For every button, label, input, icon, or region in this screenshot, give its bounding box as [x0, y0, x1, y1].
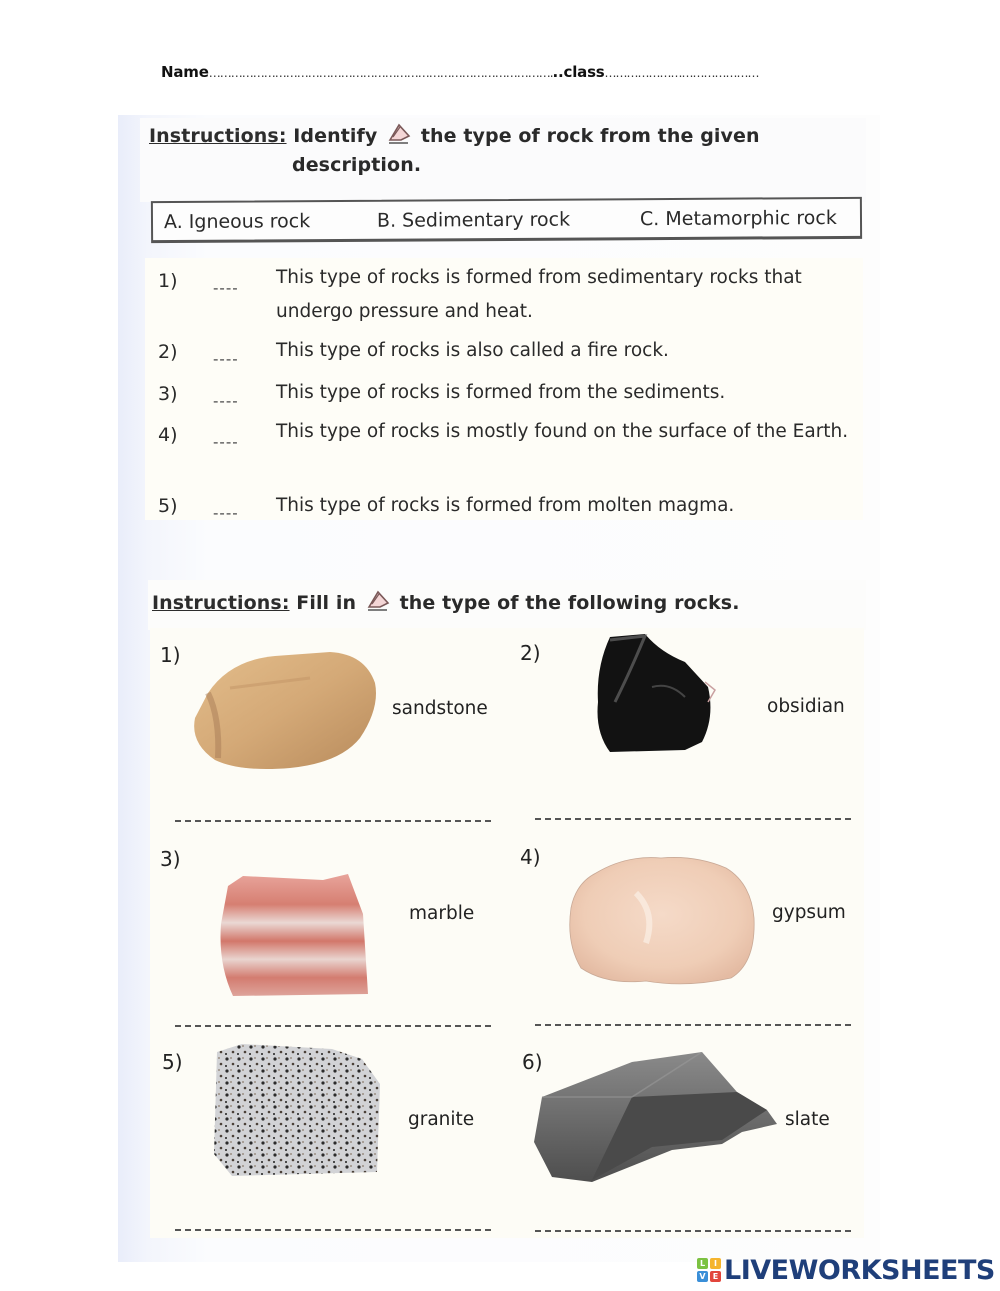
marble-image: [213, 874, 375, 999]
rock-number: 4): [520, 845, 541, 869]
answer-blank[interactable]: ----: [213, 392, 239, 410]
answer-field-3[interactable]: [175, 1025, 491, 1027]
brand-name: LIVEWORKSHEETS: [724, 1254, 995, 1286]
choice-b: B. Sedimentary rock: [376, 208, 571, 232]
slate-image: [532, 1052, 782, 1187]
instructions-label: Instructions:: [152, 592, 290, 614]
answer-blank[interactable]: ----: [213, 350, 239, 368]
answer-field-2[interactable]: [535, 818, 851, 820]
pencil-icon: [363, 589, 393, 613]
pencil-icon: [384, 122, 414, 146]
class-field[interactable]: ……………………………………: [604, 66, 759, 80]
instructions-text: the type of rock from the given: [420, 125, 760, 147]
choice-c: C. Metamorphic rock: [639, 206, 837, 231]
question-text: This type of rocks is formed from sedimentary rocks that undergo pressure and heat.: [276, 267, 802, 322]
answer-field-6[interactable]: [535, 1230, 851, 1232]
instructions-text-cont: description.: [292, 154, 422, 176]
instructions-text: Fill in: [296, 592, 357, 614]
rock-label: gypsum: [772, 902, 846, 923]
rock-number: 6): [522, 1050, 543, 1074]
rock-number: 1): [160, 643, 181, 667]
question-text: This type of rocks is mostly found on the surface of the Earth.: [276, 421, 849, 442]
question-number: 4): [158, 424, 178, 446]
obsidian-image: [590, 632, 720, 757]
instructions-text: Identify: [293, 125, 378, 147]
question-number: 5): [158, 495, 178, 517]
name-field[interactable]: ………………………………………………………………………………….: [208, 66, 553, 80]
answer-blank[interactable]: ----: [213, 279, 239, 297]
question-number: 1): [158, 270, 178, 292]
liveworksheets-brand: [697, 1255, 995, 1285]
section1-instructions: [149, 122, 760, 147]
question-number: 2): [158, 341, 178, 363]
name-label: Name: [161, 63, 209, 81]
answer-blank[interactable]: ----: [213, 504, 239, 522]
granite-image: [212, 1044, 384, 1179]
rock-label: marble: [409, 903, 475, 924]
liveworksheets-logo-icon: L I V E: [697, 1258, 721, 1282]
rock-label: granite: [408, 1109, 475, 1130]
rock-number: 2): [520, 641, 541, 665]
rock-number: 5): [162, 1050, 183, 1074]
answer-blank[interactable]: ----: [213, 433, 239, 451]
instructions-text: the type of the following rocks.: [399, 592, 740, 614]
answer-field-5[interactable]: [175, 1229, 491, 1231]
answer-field-1[interactable]: [175, 820, 491, 822]
question-text: This type of rocks is formed from molten magma.: [276, 495, 735, 516]
answer-field-4[interactable]: [535, 1024, 851, 1026]
section2-instructions: [152, 589, 740, 614]
choice-a: A. Igneous rock: [163, 210, 311, 234]
question-text: This type of rocks is also called a fire rock.: [276, 340, 669, 361]
choices-box: [151, 197, 862, 243]
sandstone-image: [190, 648, 380, 773]
question-text: This type of rocks is formed from the sediments.: [276, 382, 726, 403]
rock-number: 3): [160, 847, 181, 871]
rock-label: sandstone: [392, 698, 488, 719]
question-number: 3): [158, 383, 178, 405]
gypsum-image: [566, 853, 756, 988]
rock-label: slate: [785, 1109, 830, 1130]
rock-label: obsidian: [767, 696, 845, 717]
name-class-line: [161, 63, 759, 81]
instructions-label: Instructions:: [149, 125, 287, 147]
class-label: ..class: [552, 63, 605, 81]
